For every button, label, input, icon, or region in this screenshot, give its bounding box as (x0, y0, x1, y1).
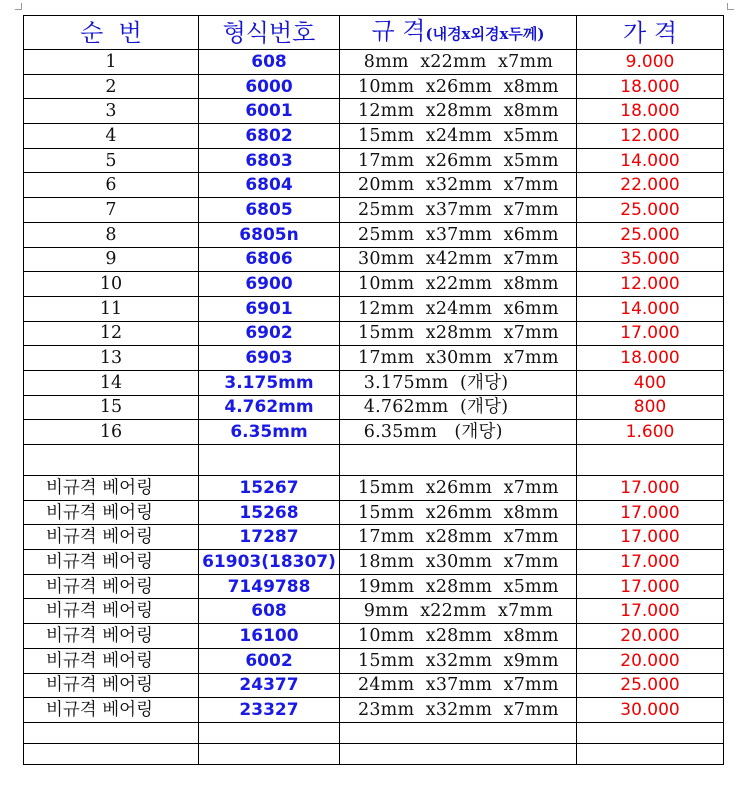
row-model-cell: 6805 (199, 198, 340, 223)
header-seq: 순 번 (24, 16, 199, 50)
row-model-cell: 61903(18307) (199, 550, 340, 575)
row-seq-cell: 비규격 베어링 (24, 500, 199, 525)
blank-row (24, 722, 724, 743)
trailing-rows (24, 722, 724, 764)
row-price-cell: 17.000 (577, 525, 724, 550)
row-seq-cell: 비규격 베어링 (24, 624, 199, 649)
row-model-cell: 7149788 (199, 574, 340, 599)
row-spec-cell: 10mm x26mm x8mm (340, 74, 577, 99)
row-model-cell: 17287 (199, 525, 340, 550)
row-spec-cell: 9mm x22mm x7mm (340, 599, 577, 624)
row-price-cell: 18.000 (577, 99, 724, 124)
blank-row (24, 743, 724, 764)
row-model-cell: 608 (199, 50, 340, 75)
header-price: 가 격 (577, 16, 724, 50)
row-seq-cell: 비규격 베어링 (24, 550, 199, 575)
row-spec-cell: 12mm x28mm x8mm (340, 99, 577, 124)
row-spec-cell: 4.762mm (개당) (340, 395, 577, 420)
row-seq-cell: 2 (24, 74, 199, 99)
row-model-cell: 6804 (199, 173, 340, 198)
table-row (24, 346, 724, 371)
table-row (24, 222, 724, 247)
row-model-cell: 6001 (199, 99, 340, 124)
table-row (24, 124, 724, 149)
row-price-cell: 400 (577, 370, 724, 395)
row-price-cell: 12.000 (577, 124, 724, 149)
table-row (24, 599, 724, 624)
table-row (24, 198, 724, 223)
row-spec-cell: 15mm x28mm x7mm (340, 321, 577, 346)
row-spec-cell: 25mm x37mm x7mm (340, 198, 577, 223)
row-model-cell: 24377 (199, 673, 340, 698)
row-spec-cell: 30mm x42mm x7mm (340, 247, 577, 272)
row-model-cell: 6002 (199, 648, 340, 673)
row-price-cell: 25.000 (577, 222, 724, 247)
row-model-cell: 15268 (199, 500, 340, 525)
row-seq-cell: 비규격 베어링 (24, 525, 199, 550)
row-seq-cell: 5 (24, 148, 199, 173)
row-seq-cell: 10 (24, 272, 199, 297)
blank-row (24, 445, 724, 476)
row-spec-cell: 25mm x37mm x6mm (340, 222, 577, 247)
header-spec (340, 16, 577, 50)
row-price-cell: 800 (577, 395, 724, 420)
row-spec-cell: 18mm x30mm x7mm (340, 550, 577, 575)
table-row (24, 673, 724, 698)
row-spec-cell: 15mm x26mm x7mm (340, 476, 577, 501)
table-row (24, 296, 724, 321)
row-model-cell: 6803 (199, 148, 340, 173)
row-price-cell: 14.000 (577, 148, 724, 173)
table-row (24, 574, 724, 599)
header-spec-label: 규 격 (371, 17, 426, 45)
row-spec-cell: 10mm x22mm x8mm (340, 272, 577, 297)
row-seq-cell: 9 (24, 247, 199, 272)
table-row (24, 648, 724, 673)
row-price-cell: 14.000 (577, 296, 724, 321)
row-model-cell: 16100 (199, 624, 340, 649)
table-row (24, 550, 724, 575)
bearing-price-table (23, 15, 724, 765)
table-row (24, 698, 724, 723)
row-seq-cell: 6 (24, 173, 199, 198)
row-price-cell: 17.000 (577, 599, 724, 624)
row-spec-cell: 17mm x28mm x7mm (340, 525, 577, 550)
row-price-cell: 17.000 (577, 500, 724, 525)
row-seq-cell: 비규격 베어링 (24, 673, 199, 698)
row-price-cell: 25.000 (577, 673, 724, 698)
row-model-cell: 6802 (199, 124, 340, 149)
row-model-cell: 15267 (199, 476, 340, 501)
row-seq-cell: 4 (24, 124, 199, 149)
row-price-cell: 35.000 (577, 247, 724, 272)
row-spec-cell: 19mm x28mm x5mm (340, 574, 577, 599)
row-model-cell: 4.762mm (199, 395, 340, 420)
row-seq-cell: 1 (24, 50, 199, 75)
row-seq-cell: 비규격 베어링 (24, 698, 199, 723)
row-model-cell: 6806 (199, 247, 340, 272)
row-seq-cell: 14 (24, 370, 199, 395)
row-seq-cell: 7 (24, 198, 199, 223)
row-model-cell: 6903 (199, 346, 340, 371)
nonstandard-bearing-rows (24, 476, 724, 723)
row-spec-cell: 17mm x30mm x7mm (340, 346, 577, 371)
table-row (24, 148, 724, 173)
header-spec-note: (내경x외경x두께) (425, 25, 545, 43)
row-model-cell: 6.35mm (199, 420, 340, 445)
row-model-cell: 6902 (199, 321, 340, 346)
row-spec-cell: 6.35mm (개당) (340, 420, 577, 445)
table-row (24, 624, 724, 649)
row-model-cell: 6900 (199, 272, 340, 297)
page-corner-mark-right (727, 3, 734, 10)
row-price-cell: 17.000 (577, 550, 724, 575)
row-seq-cell: 13 (24, 346, 199, 371)
row-seq-cell: 15 (24, 395, 199, 420)
table-row (24, 99, 724, 124)
row-price-cell: 17.000 (577, 321, 724, 346)
row-spec-cell: 24mm x37mm x7mm (340, 673, 577, 698)
row-seq-cell: 비규격 베어링 (24, 648, 199, 673)
row-price-cell: 20.000 (577, 648, 724, 673)
row-seq-cell: 3 (24, 99, 199, 124)
table-row (24, 395, 724, 420)
row-model-cell: 6805n (199, 222, 340, 247)
row-price-cell: 12.000 (577, 272, 724, 297)
row-spec-cell: 17mm x26mm x5mm (340, 148, 577, 173)
row-spec-cell: 23mm x32mm x7mm (340, 698, 577, 723)
row-seq-cell: 비규격 베어링 (24, 574, 199, 599)
row-spec-cell: 15mm x32mm x9mm (340, 648, 577, 673)
table-row (24, 247, 724, 272)
table-row (24, 74, 724, 99)
row-seq-cell: 비규격 베어링 (24, 599, 199, 624)
row-seq-cell: 11 (24, 296, 199, 321)
table-row (24, 370, 724, 395)
row-price-cell: 18.000 (577, 74, 724, 99)
page-corner-mark-left (15, 3, 22, 10)
row-seq-cell: 8 (24, 222, 199, 247)
row-model-cell: 6000 (199, 74, 340, 99)
row-seq-cell: 16 (24, 420, 199, 445)
table-row (24, 525, 724, 550)
row-spec-cell: 10mm x28mm x8mm (340, 624, 577, 649)
row-price-cell: 30.000 (577, 698, 724, 723)
row-price-cell: 22.000 (577, 173, 724, 198)
row-spec-cell: 15mm x24mm x5mm (340, 124, 577, 149)
table-row (24, 50, 724, 75)
row-model-cell: 608 (199, 599, 340, 624)
standard-bearing-rows (24, 50, 724, 445)
row-spec-cell: 3.175mm (개당) (340, 370, 577, 395)
table-row (24, 500, 724, 525)
table-row (24, 173, 724, 198)
row-price-cell: 1.600 (577, 420, 724, 445)
table-row (24, 321, 724, 346)
separator-rows (24, 445, 724, 476)
row-price-cell: 20.000 (577, 624, 724, 649)
row-spec-cell: 15mm x26mm x8mm (340, 500, 577, 525)
row-price-cell: 17.000 (577, 476, 724, 501)
row-model-cell: 23327 (199, 698, 340, 723)
row-spec-cell: 20mm x32mm x7mm (340, 173, 577, 198)
row-model-cell: 3.175mm (199, 370, 340, 395)
row-price-cell: 18.000 (577, 346, 724, 371)
table-row (24, 476, 724, 501)
row-model-cell: 6901 (199, 296, 340, 321)
table-row (24, 272, 724, 297)
row-price-cell: 9.000 (577, 50, 724, 75)
row-price-cell: 25.000 (577, 198, 724, 223)
row-spec-cell: 12mm x24mm x6mm (340, 296, 577, 321)
table-row (24, 420, 724, 445)
row-seq-cell: 12 (24, 321, 199, 346)
header-row (24, 16, 724, 50)
row-spec-cell: 8mm x22mm x7mm (340, 50, 577, 75)
header-model: 형식번호 (199, 16, 340, 50)
row-seq-cell: 비규격 베어링 (24, 476, 199, 501)
row-price-cell: 17.000 (577, 574, 724, 599)
